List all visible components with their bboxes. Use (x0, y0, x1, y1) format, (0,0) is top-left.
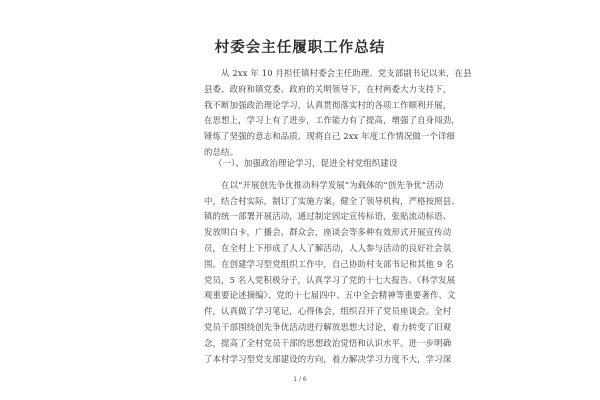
text-line: 在以“开展创先争优推动科学发展”为载体的“创先争优”活动 (204, 179, 444, 190)
text-line: 了本村学习型党支部建设的方向，着力解决学习力度不大，学习深 (204, 353, 452, 364)
text-line: 件，认真做了学习笔记，心得体会，组织召开了党员座谈会。全村 (204, 306, 452, 317)
text-line: 党员，5 名入党积极分子，认真学习了党的十七大报告、《科学发展 (204, 274, 456, 285)
page-number: 1 / 6 (293, 376, 307, 383)
text-line: 从 2xx 年 10 月担任镇村委会主任助理、党支部副书记以来，在县 (204, 68, 472, 78)
text-line: 我不断加强政治理论学习，认真贯彻落实村的各项工作顺利开展， (204, 99, 452, 110)
section-1 (204, 156, 460, 367)
section-body (204, 178, 460, 368)
text-line: 念，提高了全村党员干部的思想政治觉悟和认识水平。进一步明确 (204, 337, 452, 348)
text-line: 员，在全村上下形成了人人了解活动，人人参与活动的良好社会氛 (204, 242, 452, 253)
text-line: 锤炼了坚强的意志和品质，现将自己 2xx 年度工作情况做一个详细 (204, 131, 456, 142)
text-line: 党员干部围绕创先争优活动进行解放思想大讨论，着力转变了旧观 (204, 321, 452, 332)
text-line: 中，结合村实际，制订了实施方案，健全了领导机构，严格按照县、 (204, 195, 460, 206)
document-title: 村委会主任履职工作总结 (214, 39, 386, 56)
text-line: 在思想上，学习上有了进步，工作能力有了提高，增强了自身闯劲， (204, 115, 460, 126)
text-line: 观重要论述摘编》、党的十七届四中、五中全会精神等重要著作、文 (204, 290, 456, 301)
text-line: 围。在创建学习型党组织工作中，自己协助村支部书记和其他 9 名 (204, 258, 454, 269)
text-line: 镇的统一部署开展活动，通过制定固定宣传标语，张贴流动标语、 (204, 211, 452, 222)
text-line: 的总结。 (204, 146, 239, 157)
intro-paragraph (204, 66, 472, 161)
section-heading: （一）、加强政治理论学习，促进全村党组织建设 (214, 158, 398, 168)
text-line: 县委、政府和镇党委、政府的关明领导下，在村两委大力支持下， (204, 83, 452, 94)
text-line: 发放明白卡，广播会、群众会，座谈会等多种有效形式开展宣传动 (204, 227, 452, 238)
